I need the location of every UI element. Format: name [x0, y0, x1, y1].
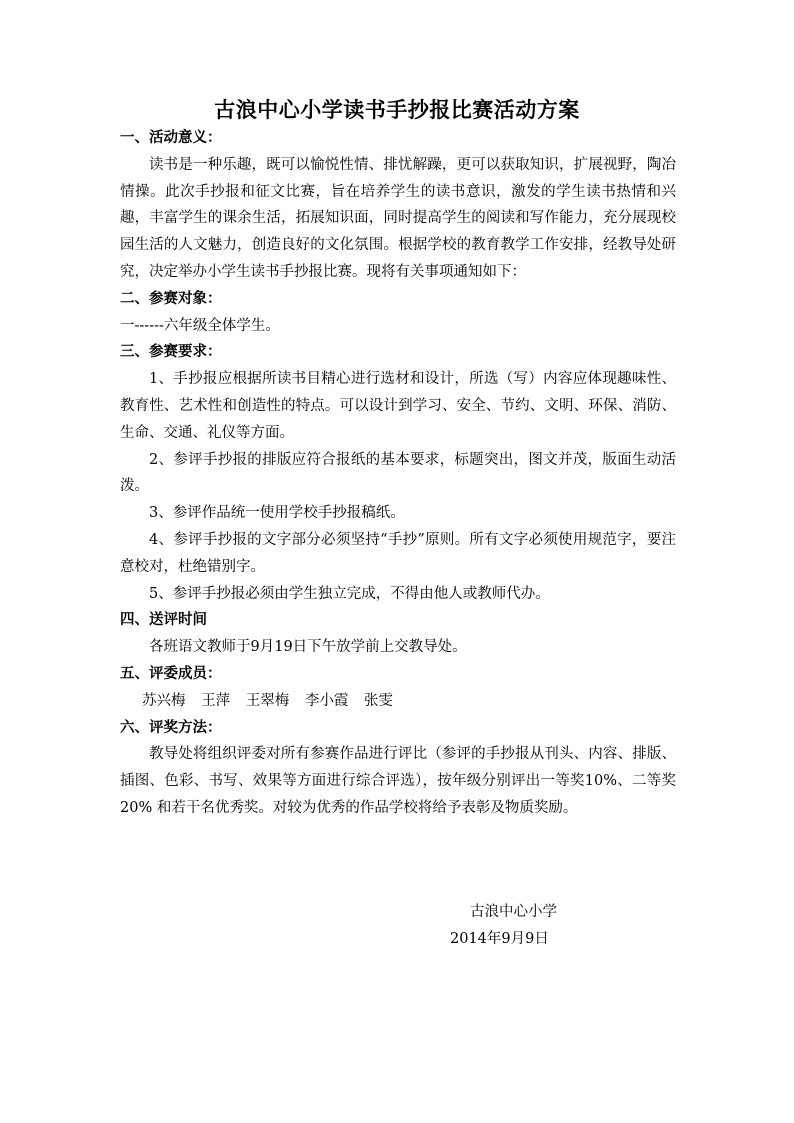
- requirement-item: 4、参评手抄报的文字部分必须坚持“手抄”原则。所有文字必须使用规范字，要注意校对，杜绝错别字。: [120, 531, 676, 575]
- signature-date: 2014年9月9日: [450, 931, 549, 947]
- document-body: [120, 125, 676, 822]
- requirement-item: 2、参评手抄报的排版应符合报纸的基本要求，标题突出，图文并茂，版面生动活泼。: [120, 451, 676, 495]
- section-heading-significance: 一、活动意义：: [120, 129, 222, 146]
- requirement-item: 3、参评作品统一使用学校手抄报稿纸。: [149, 505, 405, 522]
- judges-list: [120, 688, 676, 715]
- requirement-item: 1、手抄报应根据所读书目精心进行选材和设计，所选（写）内容应体现趣味性、教育性、艺术性和创造性的特点。可以设计到学习、安全、节约、文明、环保、消防、生命、交通、礼仪等方面。: [120, 371, 676, 441]
- judge-name: 王翠梅: [245, 692, 290, 709]
- judge-name: 张雯: [363, 692, 393, 709]
- signature-organization: 古浪中心小学: [470, 904, 557, 920]
- section-heading-requirements: 三、参赛要求：: [120, 343, 222, 361]
- section-heading-submission-time: 四、送评时间: [120, 611, 207, 629]
- section-heading-judges: 五、评委成员：: [120, 664, 222, 682]
- section-paragraph: 教导处将组织评委对所有参赛作品进行评比（参评的手抄报从刊头、内容、排版、插图、色彩、书写、效果等方面进行综合评选），按年级分别评出一等奖10%、二等奖20% 和若干名优秀奖。对较为优秀的作品学校将给予表彰及物质奖励。: [120, 746, 676, 816]
- participants-line: 一------六年级全体学生。: [120, 317, 280, 334]
- requirement-item: 5、参评手抄报必须由学生独立完成，不得由他人或教师代办。: [149, 585, 550, 602]
- section-heading-award-method: 六、评奖方法：: [120, 718, 222, 736]
- judge-name: 李小霞: [304, 692, 349, 709]
- document-title: 古浪中心小学读书手抄报比赛活动方案: [214, 97, 580, 122]
- signature-block: [450, 899, 590, 953]
- section-heading-participants: 二、参赛对象：: [120, 289, 222, 307]
- section-paragraph: 各班语文教师于9月19日下午放学前上交教导处。: [149, 639, 467, 656]
- judge-name: 苏兴梅: [142, 692, 186, 709]
- section-paragraph: 读书是一种乐趣，既可以愉悦性情、排忧解躁，更可以获取知识，扩展视野，陶冶情操。此次手抄报和征文比赛，旨在培养学生的读书意识，激发的学生读书热情和兴趣，丰富学生的课余生活，拓展知识面，同时提高学生的阅读和写作能力，充分展现校园生活的人文魅力，创造良好的文化氛围。根据学校的教育教学工作安排，经教导处研究，决定举办小学生读书手抄报比赛。现将有关事项通知如下：: [120, 156, 676, 280]
- judge-name: 王萍: [201, 692, 231, 709]
